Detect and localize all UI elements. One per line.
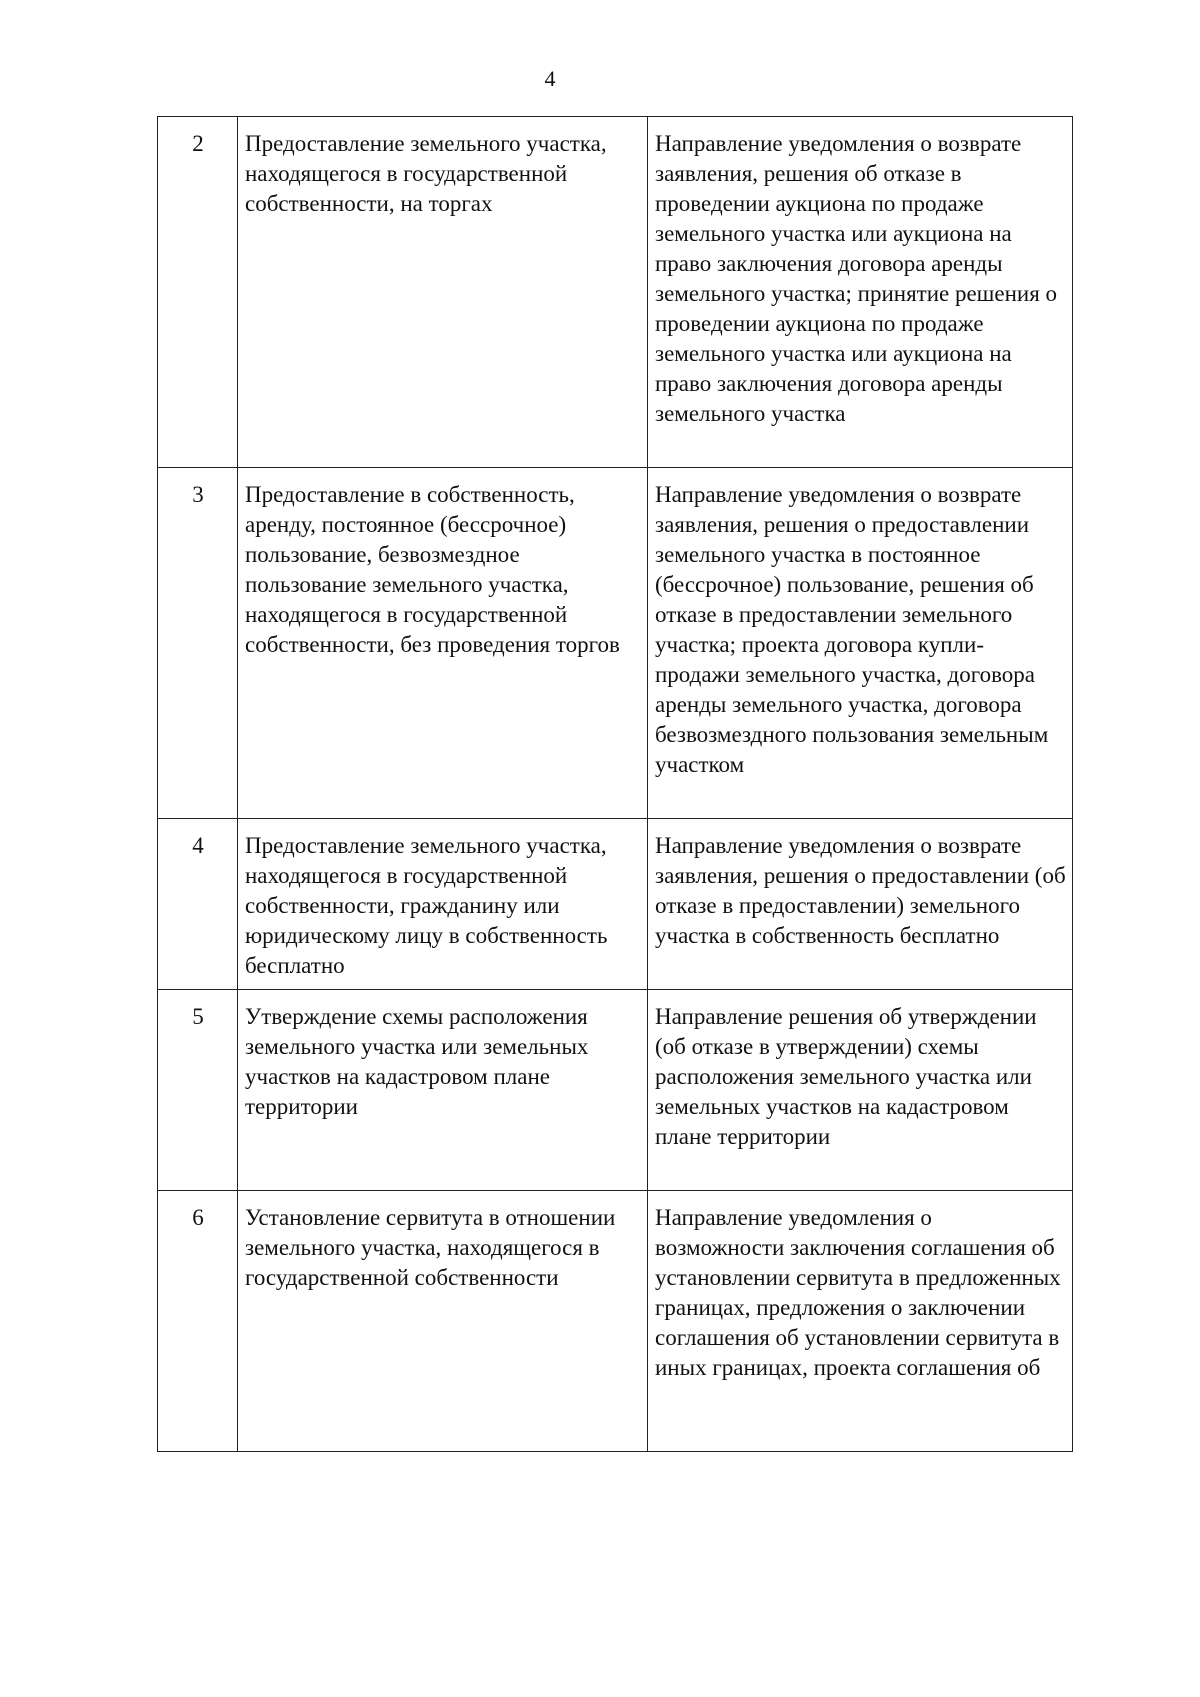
service-name: Предоставление в собственность, аренду, постоянное (бессрочное) пользование, безвозмездное пользование земельного участка, находящегося в государственной собственности, без проведения торгов (238, 468, 648, 819)
service-name: Предоставление земельного участка, находящегося в государственной собственности, на торгах (238, 117, 648, 468)
service-result: Направление уведомления о возврате заявления, решения о предоставлении земельного участка в постоянное (бессрочное) пользование, решения об отказе в предоставлении земельного участка; проекта договора купли-продажи земельного участка, договора аренды земельного участка, договора безвозмездного пользования земельным участком (648, 468, 1073, 819)
page-number: 4 (544, 66, 556, 91)
service-name: Утверждение схемы расположения земельного участка или земельных участков на кадастровом плане территории (238, 990, 648, 1191)
row-number: 4 (158, 819, 238, 990)
table-row (158, 468, 1073, 819)
service-result: Направление решения об утверждении (об отказе в утверждении) схемы расположения земельного участка или земельных участков на кадастровом плане территории (648, 990, 1073, 1191)
table-row (158, 1191, 1073, 1452)
row-number: 2 (158, 117, 238, 468)
row-number: 3 (158, 468, 238, 819)
table-row (158, 819, 1073, 990)
service-result: Направление уведомления о возврате заявления, решения о предоставлении (об отказе в предоставлении) земельного участка в собственность бесплатно (648, 819, 1073, 990)
table-row (158, 990, 1073, 1191)
service-result: Направление уведомления о возврате заявления, решения об отказе в проведении аукциона по продаже земельного участка или аукциона на право заключения договора аренды земельного участка; принятие решения о проведении аукциона по продаже земельного участка или аукциона на право заключения договора аренды земельного участка (648, 117, 1073, 468)
service-result: Направление уведомления о возможности заключения соглашения об установлении сервитута в предложенных границах, предложения о заключении соглашения об установлении сервитута в иных границах, проекта соглашения об (648, 1191, 1073, 1452)
service-name: Установление сервитута в отношении земельного участка, находящегося в государственной собственности (238, 1191, 648, 1452)
row-number: 6 (158, 1191, 238, 1452)
row-number: 5 (158, 990, 238, 1191)
services-table (157, 116, 1073, 1452)
service-name: Предоставление земельного участка, находящегося в государственной собственности, гражданину или юридическому лицу в собственность бесплатно (238, 819, 648, 990)
table-row (158, 117, 1073, 468)
